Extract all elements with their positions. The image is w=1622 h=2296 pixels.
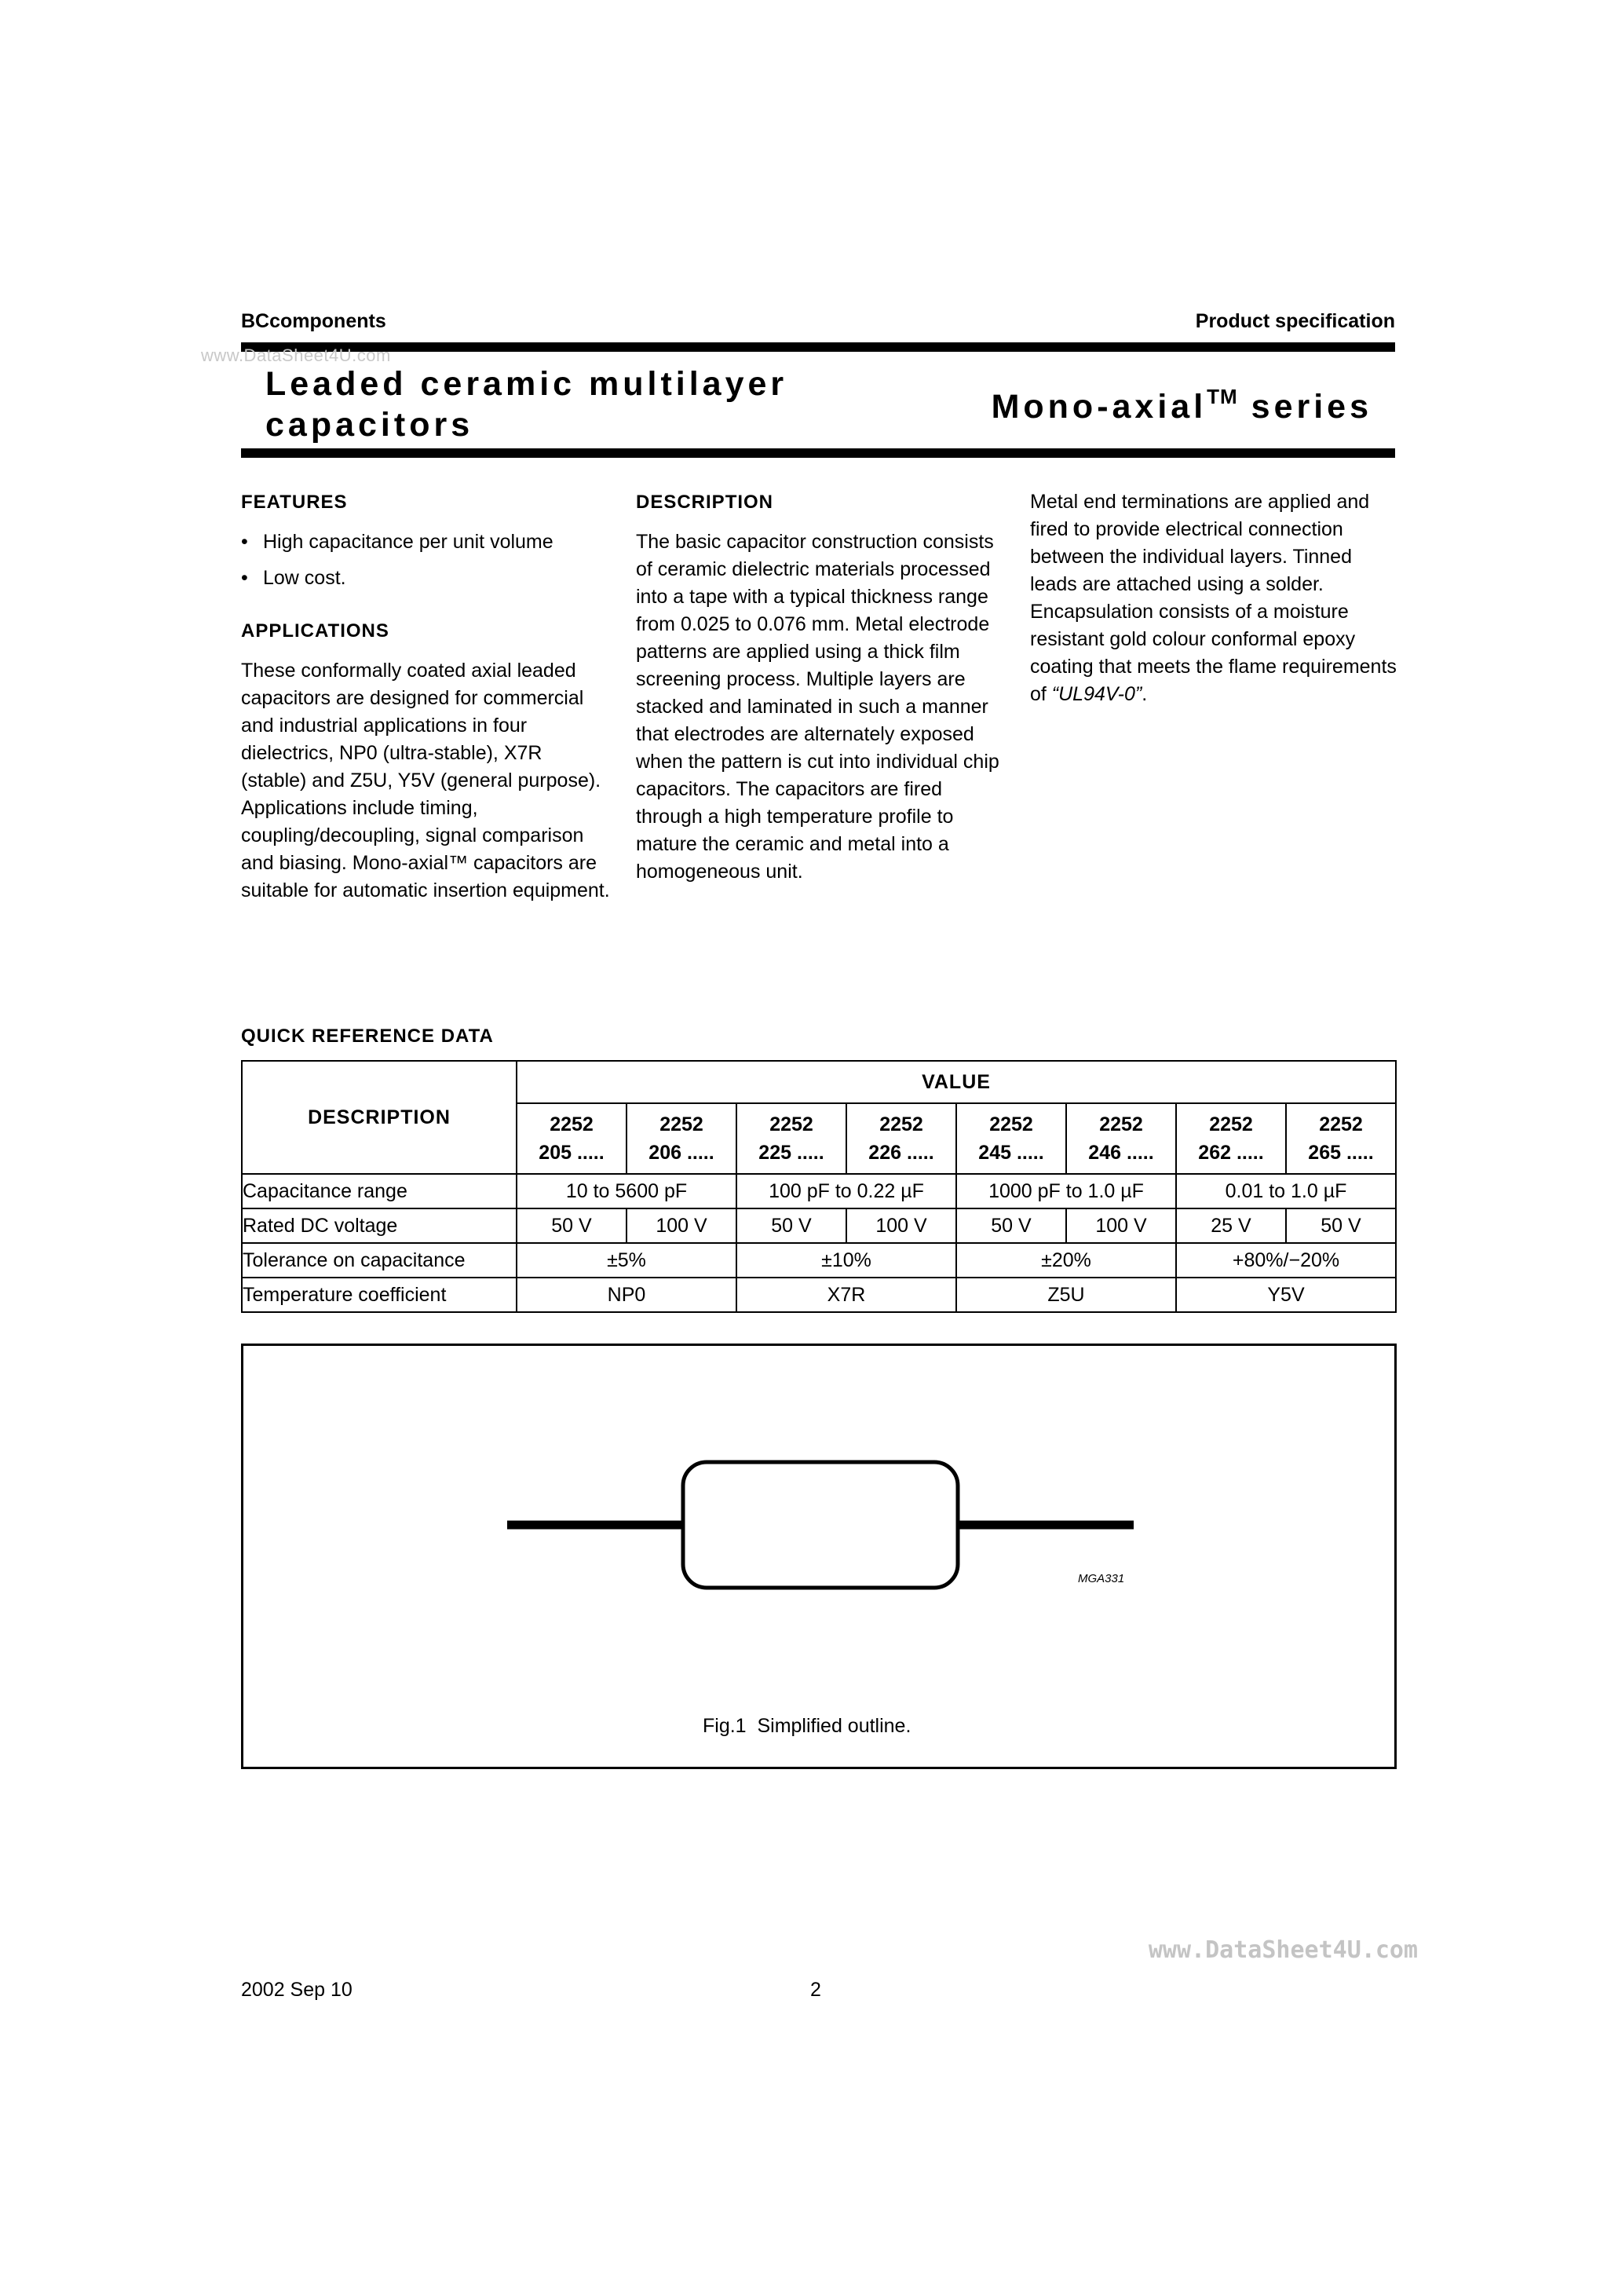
applications-text: These conformally coated axial leaded capacitors are designed for commercial and industrial applications in four dielectrics, NP0 (ultra-stable), X7R (stable) and Z5U, Y5V (general purpose). Applications include timing, coupling/decoupling, signal comparison and biasing. Mono-axial™ capacitors are suitable for automatic insertion equipment.: [241, 660, 610, 901]
description-heading: DESCRIPTION: [636, 492, 774, 513]
table-row: [242, 1243, 1396, 1278]
page-number: 2: [810, 1979, 821, 2001]
applications-heading: APPLICATIONS: [241, 620, 389, 642]
series-suffix: series: [1237, 388, 1372, 426]
quick-reference-heading: QUICK REFERENCE DATA: [241, 1026, 494, 1047]
table-cell: +80%/−20%: [1176, 1243, 1396, 1278]
table-header-row: [242, 1061, 1396, 1103]
title-line-2: capacitors: [265, 406, 474, 444]
table-cell: 100 V: [846, 1208, 956, 1243]
table-cell: 100 V: [1066, 1208, 1176, 1243]
document-title: [265, 364, 787, 445]
figure-code: MGA331: [1078, 1572, 1125, 1585]
title-line-1: Leaded ceramic multilayer: [265, 365, 788, 403]
table-cell: 50 V: [517, 1208, 627, 1243]
table-cell: 10 to 5600 pF: [517, 1174, 736, 1208]
value-column-header: VALUE: [517, 1061, 1396, 1103]
table-row: [242, 1208, 1396, 1243]
header-rule: [241, 342, 1395, 352]
series-name: Mono-axial: [991, 388, 1207, 426]
table-cell: 1000 pF to 1.0 µF: [956, 1174, 1176, 1208]
figure-caption: Fig.1 Simplified outline.: [703, 1715, 911, 1737]
row-label: Rated DC voltage: [242, 1208, 517, 1243]
description-column-header: DESCRIPTION: [242, 1061, 517, 1174]
table-cell: X7R: [736, 1278, 956, 1312]
table-cell: 100 pF to 0.22 µF: [736, 1174, 956, 1208]
capacitor-outline-drawing: [243, 1346, 1394, 1767]
table-cell: 50 V: [956, 1208, 1066, 1243]
type-code: 2252 265 .....: [1286, 1103, 1396, 1174]
description-text: The basic capacitor construction consists of ceramic dielectric materials processed into a tape with a typical thickness range from 0.025 to 0.076 mm. Metal electrode patterns are applied using a thick film screening process. Multiple layers are stacked and laminated in such a manner that electrodes are alternately exposed when the pattern is cut into individual chip capacitors. The capacitors are fired through a high temperature profile to mature the ceramic and metal into a homogeneous unit.: [636, 531, 999, 883]
table-cell: ±10%: [736, 1243, 956, 1278]
table-row: [242, 1278, 1396, 1312]
table-cell: 50 V: [736, 1208, 846, 1243]
table-cell: 50 V: [1286, 1208, 1396, 1243]
document-type: Product specification: [1195, 310, 1395, 332]
series-title: [992, 385, 1372, 426]
column-2: [636, 488, 1009, 886]
capacitor-body: [683, 1462, 958, 1588]
flame-rating: “UL94V-0”: [1051, 683, 1142, 705]
trademark-mark: TM: [1207, 385, 1238, 408]
features-heading: FEATURES: [241, 492, 348, 513]
quick-reference-table: [241, 1060, 1397, 1313]
table-cell: Y5V: [1176, 1278, 1396, 1312]
table-row: [242, 1174, 1396, 1208]
feature-item: • High capacitance per unit volume: [241, 528, 610, 556]
table-cell: 0.01 to 1.0 µF: [1176, 1174, 1396, 1208]
type-code: 2252 205 .....: [517, 1103, 627, 1174]
row-label: Temperature coefficient: [242, 1278, 517, 1312]
type-code: 2252 246 .....: [1066, 1103, 1176, 1174]
title-rule: [241, 448, 1395, 458]
table-cell: ±5%: [517, 1243, 736, 1278]
header-watermark: www.DataSheet4U.com: [201, 345, 391, 365]
column-3: [1030, 488, 1399, 708]
table-cell: ±20%: [956, 1243, 1176, 1278]
row-label: Tolerance on capacitance: [242, 1243, 517, 1278]
type-code: 2252 226 .....: [846, 1103, 956, 1174]
type-code: 2252 225 .....: [736, 1103, 846, 1174]
features-list: [241, 528, 610, 592]
description-end: .: [1142, 683, 1148, 705]
footer-watermark: www.DataSheet4U.com: [1148, 1936, 1418, 1964]
description-continued-text: Metal end terminations are applied and fired to provide electrical connection between the individual layers. Tinned leads are attached using a solder. Encapsulation consists of a moisture resistant gold colour conformal epoxy coating that meets the flame requirements of: [1030, 491, 1397, 705]
table-cell: 100 V: [627, 1208, 736, 1243]
table-cell: 25 V: [1176, 1208, 1286, 1243]
type-code: 2252 262 .....: [1176, 1103, 1286, 1174]
type-code: 2252 245 .....: [956, 1103, 1066, 1174]
type-code: 2252 206 .....: [627, 1103, 736, 1174]
feature-item: • Low cost.: [241, 565, 610, 592]
column-1: [241, 488, 610, 905]
description-continued: [1030, 488, 1399, 708]
company-name: BCcomponents: [241, 310, 386, 332]
figure-outline-box: [241, 1344, 1397, 1769]
footer-date: 2002 Sep 10: [241, 1979, 353, 2001]
row-label: Capacitance range: [242, 1174, 517, 1208]
table-cell: NP0: [517, 1278, 736, 1312]
table-cell: Z5U: [956, 1278, 1176, 1312]
